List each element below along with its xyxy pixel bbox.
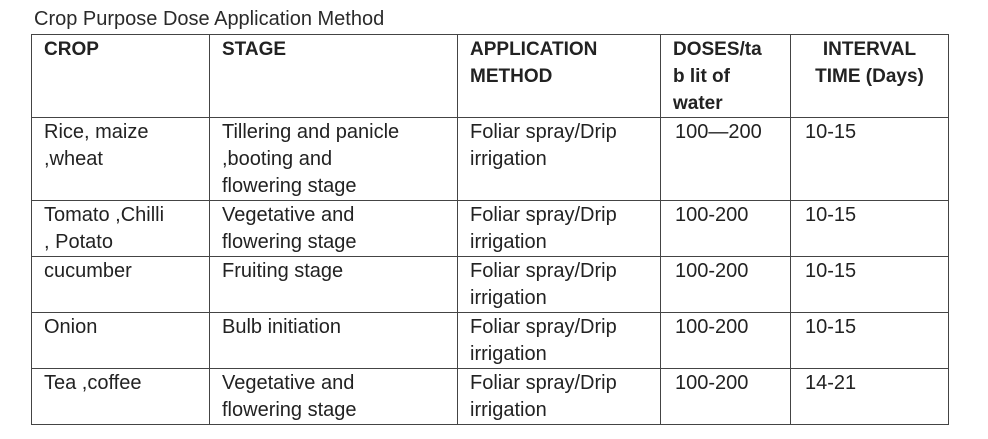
- cell-interval: 14-21: [791, 369, 949, 425]
- table-row: [32, 257, 949, 313]
- cell-crop: Tea ,coffee: [32, 369, 210, 425]
- header-crop: CROP: [32, 35, 210, 118]
- cell-doses: 100—200: [661, 118, 791, 201]
- header-application-method: APPLICATION METHOD: [458, 35, 661, 118]
- cell-crop: Rice, maize ,wheat: [32, 118, 210, 201]
- cell-stage: Fruiting stage: [210, 257, 458, 313]
- table-header-row: [32, 35, 949, 118]
- cell-interval: 10-15: [791, 118, 949, 201]
- header-doses: DOSES/ta b lit of water: [661, 35, 791, 118]
- cell-stage: Vegetative and flowering stage: [210, 369, 458, 425]
- cell-application-method: Foliar spray/Drip irrigation: [458, 369, 661, 425]
- table-row: [32, 201, 949, 257]
- cell-application-method: Foliar spray/Drip irrigation: [458, 201, 661, 257]
- cell-stage: Vegetative and flowering stage: [210, 201, 458, 257]
- cell-crop: cucumber: [32, 257, 210, 313]
- table-row: [32, 118, 949, 201]
- cell-interval: 10-15: [791, 201, 949, 257]
- header-stage: STAGE: [210, 35, 458, 118]
- table-row: [32, 369, 949, 425]
- cell-doses: 100-200: [661, 369, 791, 425]
- crop-dose-table: [31, 34, 949, 425]
- cell-interval: 10-15: [791, 313, 949, 369]
- table-row: [32, 313, 949, 369]
- cell-interval: 10-15: [791, 257, 949, 313]
- cell-application-method: Foliar spray/Drip irrigation: [458, 313, 661, 369]
- cell-doses: 100-200: [661, 313, 791, 369]
- cell-doses: 100-200: [661, 201, 791, 257]
- cell-crop: Onion: [32, 313, 210, 369]
- cell-application-method: Foliar spray/Drip irrigation: [458, 257, 661, 313]
- table-caption: Crop Purpose Dose Application Method: [34, 8, 385, 30]
- cell-stage: Bulb initiation: [210, 313, 458, 369]
- header-interval-time: INTERVAL TIME (Days): [791, 35, 949, 118]
- cell-stage: Tillering and panicle ,booting and flowering stage: [210, 118, 458, 201]
- cell-application-method: Foliar spray/Drip irrigation: [458, 118, 661, 201]
- cell-crop: Tomato ,Chilli , Potato: [32, 201, 210, 257]
- cell-doses: 100-200: [661, 257, 791, 313]
